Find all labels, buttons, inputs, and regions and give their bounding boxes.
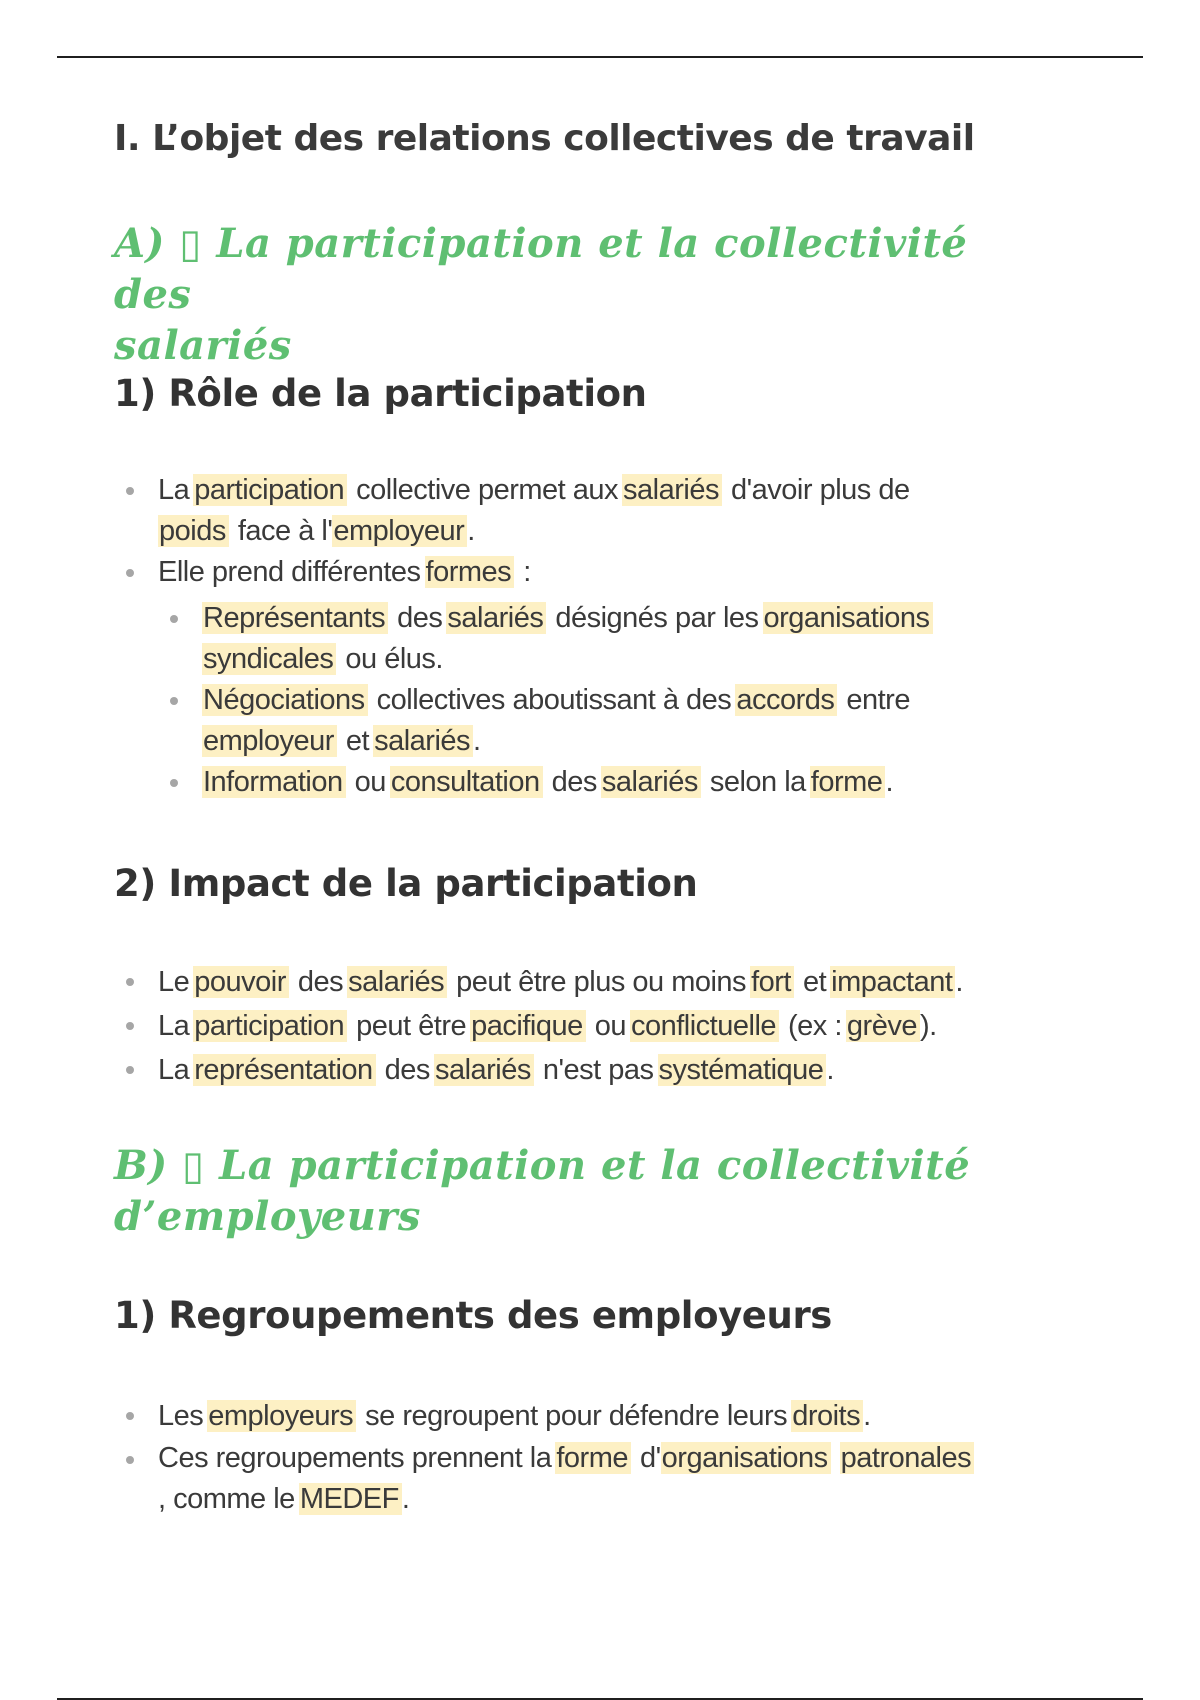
list-item: Représentants des salariés désignés par les organisations syndicales ou élus. <box>158 598 1058 680</box>
keyword-highlight: grève <box>846 1010 920 1042</box>
keyword-highlight: employeur <box>332 515 467 547</box>
keyword-highlight: pouvoir <box>193 966 289 998</box>
subsection-b1-list <box>114 1394 1094 1520</box>
bullet-icon <box>126 569 134 577</box>
keyword-highlight: forme <box>555 1442 631 1474</box>
bullet-icon <box>126 1022 134 1030</box>
keyword-highlight: salariés <box>434 1054 534 1086</box>
keyword-highlight: droits <box>791 1400 863 1432</box>
section-a-heading <box>114 218 1014 371</box>
keyword-highlight: salariés <box>622 474 722 506</box>
keyword-highlight: conflictuelle <box>630 1010 779 1042</box>
keyword-highlight: patronales <box>840 1442 974 1474</box>
main-heading: I. L’objet des relations collectives de travail <box>114 118 975 159</box>
keyword-highlight: Négociations <box>202 684 368 716</box>
keyword-highlight: impactant <box>830 966 955 998</box>
keyword-highlight: systématique <box>658 1054 827 1086</box>
list-item: Information ou consultation des salariés selon la forme . <box>158 762 1058 803</box>
list-item: Le pouvoir des salariés peut être plus ou moins fort et impactant . <box>114 960 1094 1004</box>
subsection-a1-list <box>114 470 1014 593</box>
section-a-heading-line1: A) ▯ La participation et la collectivité des <box>114 220 968 318</box>
keyword-highlight: salariés <box>373 725 473 757</box>
keyword-highlight: Information <box>202 766 346 798</box>
keyword-highlight: poids <box>158 515 229 547</box>
keyword-highlight: MEDEF <box>299 1483 402 1515</box>
section-b-heading-line2: d’employeurs <box>114 1193 421 1240</box>
section-b-heading-line1: B) ▯ La participation et la collectivité <box>114 1142 971 1189</box>
bullet-icon <box>170 779 178 787</box>
keyword-highlight: consultation <box>390 766 543 798</box>
keyword-highlight: Représentants <box>202 602 388 634</box>
list-item: Négociations collectives aboutissant à des accords entre employeur et salariés . <box>158 680 1058 762</box>
bullet-icon <box>126 978 134 986</box>
keyword-highlight: organisations <box>661 1442 831 1474</box>
bullet-icon <box>170 615 178 623</box>
bullet-icon <box>126 487 134 495</box>
keyword-highlight: participation <box>193 1010 347 1042</box>
section-a-heading-line2: salariés <box>114 322 292 369</box>
keyword-highlight: syndicales <box>202 643 336 675</box>
list-item: La participation collective permet aux salariés d'avoir plus de poids face à l'employeur . <box>114 470 1014 552</box>
list-item: Ces regroupements prennent la forme d'organisations patronales , comme le MEDEF . <box>114 1438 1094 1520</box>
list-item: La participation peut être pacifique ou conflictuelle (ex : grève ). <box>114 1004 1094 1048</box>
subsection-a2-heading: 2) Impact de la participation <box>114 862 698 905</box>
keyword-highlight: employeurs <box>207 1400 356 1432</box>
keyword-highlight: pacifique <box>470 1010 586 1042</box>
keyword-highlight: forme <box>810 766 886 798</box>
keyword-highlight: salariés <box>446 602 546 634</box>
keyword-highlight: représentation <box>193 1054 375 1086</box>
keyword-highlight: salariés <box>347 966 447 998</box>
keyword-highlight: organisations <box>763 602 933 634</box>
subsection-a1-sublist <box>158 598 1058 803</box>
subsection-b1-heading: 1) Regroupements des employeurs <box>114 1294 832 1337</box>
keyword-highlight: accords <box>735 684 837 716</box>
list-item: La représentation des salariés n'est pas systématique . <box>114 1048 1094 1092</box>
keyword-highlight: participation <box>193 474 347 506</box>
keyword-highlight: fort <box>750 966 794 998</box>
bullet-icon <box>126 1066 134 1074</box>
subsection-a1-heading: 1) Rôle de la participation <box>114 372 647 415</box>
keyword-highlight: salariés <box>601 766 701 798</box>
keyword-highlight: formes <box>425 556 515 588</box>
list-item: Les employeurs se regroupent pour défendre leurs droits . <box>114 1394 1094 1438</box>
bullet-icon <box>126 1412 134 1420</box>
bullet-icon <box>126 1456 134 1464</box>
list-item: Elle prend différentes formes : <box>114 552 1014 593</box>
keyword-highlight: employeur <box>202 725 337 757</box>
section-b-heading <box>114 1140 1014 1242</box>
top-rule <box>57 56 1143 58</box>
subsection-a2-list <box>114 960 1094 1092</box>
bullet-icon <box>170 697 178 705</box>
